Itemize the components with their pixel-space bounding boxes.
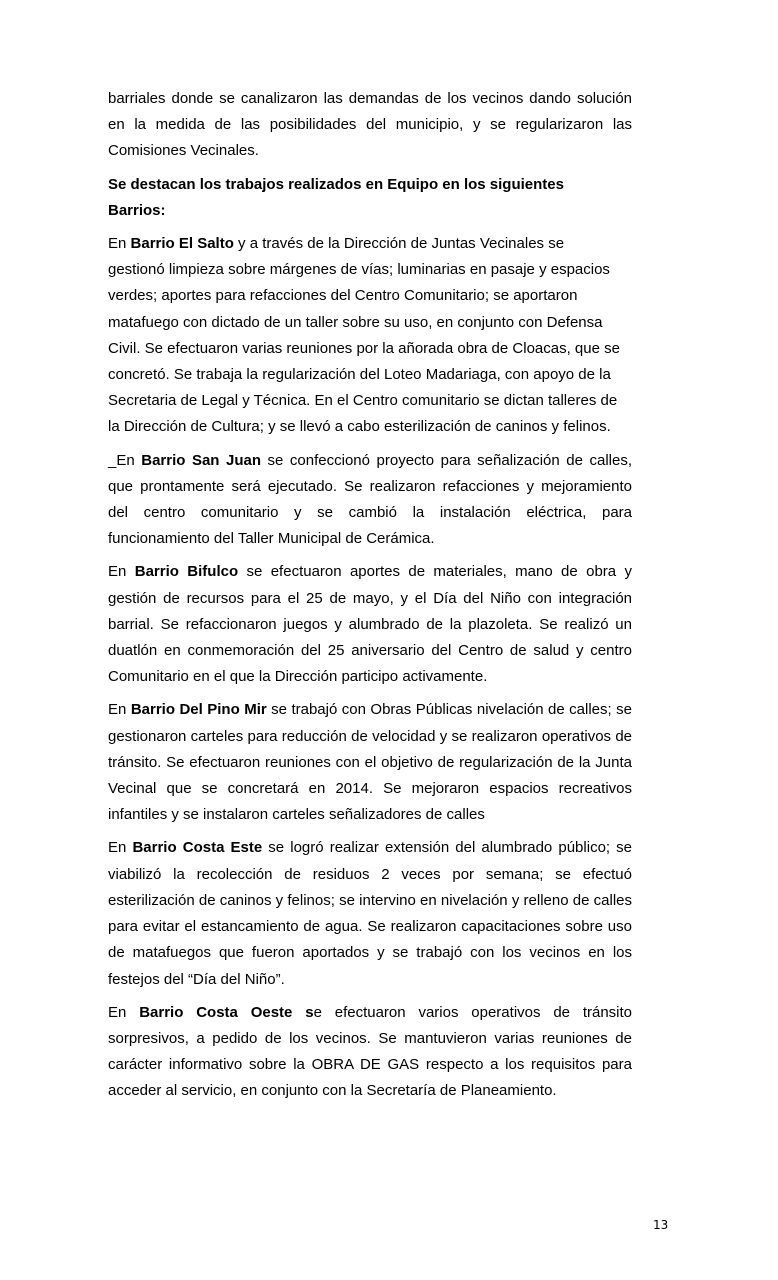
barrio-name: Barrio El Salto <box>130 235 234 253</box>
text-line: Civil. Se efectuaron varias reuniones por la añorada obra de Cloacas, que se <box>108 339 620 357</box>
heading-line: Se destacan los trabajos realizados en Equipo en los siguientes <box>108 175 564 193</box>
text-span: En <box>108 1003 140 1021</box>
text-line: que prontamente será ejecutado. Se realizaron refacciones y mejoramiento <box>108 477 632 495</box>
paragraph-barrio-bifulco <box>108 559 632 690</box>
barrio-name: Barrio Bifulco <box>134 563 239 581</box>
text-line: en los festejos del “Día del Niño”. <box>108 944 632 988</box>
text-line: duatlón en conmemoración del 25 aniversario del Centro de salud y centro <box>108 642 632 660</box>
paragraph-barrio-costa-oeste <box>108 1000 632 1105</box>
heading-line: Barrios: <box>108 201 166 219</box>
text-line: calles <box>446 806 485 824</box>
text-line: e efectuaron varios operativos de tránsito <box>313 1003 633 1021</box>
text-line: espacios recreativos infantiles y se instalaron carteles señalizadores de <box>108 780 632 824</box>
text-line: sorpresivos, a pedido de los vecinos. Se mantuvieron varias reuniones de <box>108 1029 632 1047</box>
text-span: _En <box>108 451 142 469</box>
barrio-name: Barrio Del Pino Mir <box>130 701 267 719</box>
text-line: funcionamiento del Taller Municipal de Cerámica. <box>108 530 435 548</box>
text-line: se gestionaron carteles para reducción de velocidad y se realizaron <box>108 701 633 745</box>
paragraph-barrio-costa-este <box>108 835 632 992</box>
text-line: y a través de la Dirección de Juntas Vecinales se <box>233 235 565 253</box>
text-span: En <box>108 701 131 719</box>
text-line: calles para evitar el estancamiento de agua. Se realizaron capacitaciones <box>108 891 632 936</box>
text-span: En <box>108 563 135 581</box>
barrio-name: Barrio San Juan <box>141 451 262 469</box>
text-line: sobre uso de matafuegos que fueron aportados y se trabajó con los vecinos <box>108 918 632 962</box>
document-body <box>108 86 632 1112</box>
text-line: barrial. Se refaccionaron juegos y alumbrado de la plazoleta. Se realizó un <box>108 615 632 633</box>
text-line: acceder al servicio, en conjunto con la Secretaría de Planeamiento. <box>108 1082 557 1100</box>
text-line: gestionó limpieza sobre márgenes de vías; luminarias en pasaje y espacios <box>108 261 610 279</box>
text-span: En <box>108 839 133 857</box>
text-line: se efectuaron aportes de materiales, mano de obra y <box>238 563 633 581</box>
text-line: barriales donde se canalizaron las demandas de los vecinos dando solución <box>108 90 632 107</box>
page-number: 13 <box>653 1218 669 1232</box>
paragraph-barrio-del-pino-mir <box>108 697 632 828</box>
text-line: se confeccionó proyecto para señalización de calles, <box>261 451 632 469</box>
text-span: En <box>108 235 131 253</box>
intro-paragraph <box>108 86 632 165</box>
text-line: operativos de tránsito. Se efectuaron reuniones con el objetivo de <box>108 727 633 771</box>
text-line: se logró realizar extensión del alumbrado público; se <box>262 839 633 857</box>
text-line: Comisiones Vecinales. <box>108 142 259 160</box>
text-line: regularización de la Junta Vecinal que se concretará en 2014. Se mejoraron <box>108 753 633 798</box>
text-line: Secretaria de Legal y Técnica. En el Centro comunitario se dictan talleres de <box>108 392 618 410</box>
barrio-name: Barrio Costa Oeste s <box>139 1003 314 1021</box>
paragraph-barrio-el-salto <box>108 231 632 441</box>
text-line: carácter informativo sobre la OBRA DE GAS respecto a los requisitos para <box>108 1056 632 1074</box>
text-line: en la medida de las posibilidades del municipio, y se regularizaron las <box>108 116 632 134</box>
text-line: del centro comunitario y se cambió la instalación eléctrica, para <box>108 504 632 522</box>
text-line: esterilización de caninos y felinos; se intervino en nivelación y relleno de <box>108 891 590 909</box>
barrio-name: Barrio Costa Este <box>132 839 263 857</box>
text-line: viabilizó la recolección de residuos 2 veces por semana; se efectuó <box>108 865 632 883</box>
text-line: Comunitario en el que la Dirección participo activamente. <box>108 668 488 686</box>
paragraph-barrio-san-juan <box>108 448 632 553</box>
text-line: matafuego con dictado de un taller sobre su uso, en conjunto con Defensa <box>108 313 603 331</box>
text-line: concretó. Se trabaja la regularización del Loteo Madariaga, con apoyo de la <box>108 366 611 384</box>
text-line: verdes; aportes para refacciones del Centro Comunitario; se aportaron <box>108 287 578 305</box>
text-line: se trabajó con Obras Públicas nivelación de calles; <box>266 701 612 719</box>
text-line: la Dirección de Cultura; y se llevó a cabo esterilización de caninos y felinos. <box>108 418 611 436</box>
section-heading <box>108 172 632 224</box>
text-line: gestión de recursos para el 25 de mayo, y el Día del Niño con integración <box>108 589 632 607</box>
